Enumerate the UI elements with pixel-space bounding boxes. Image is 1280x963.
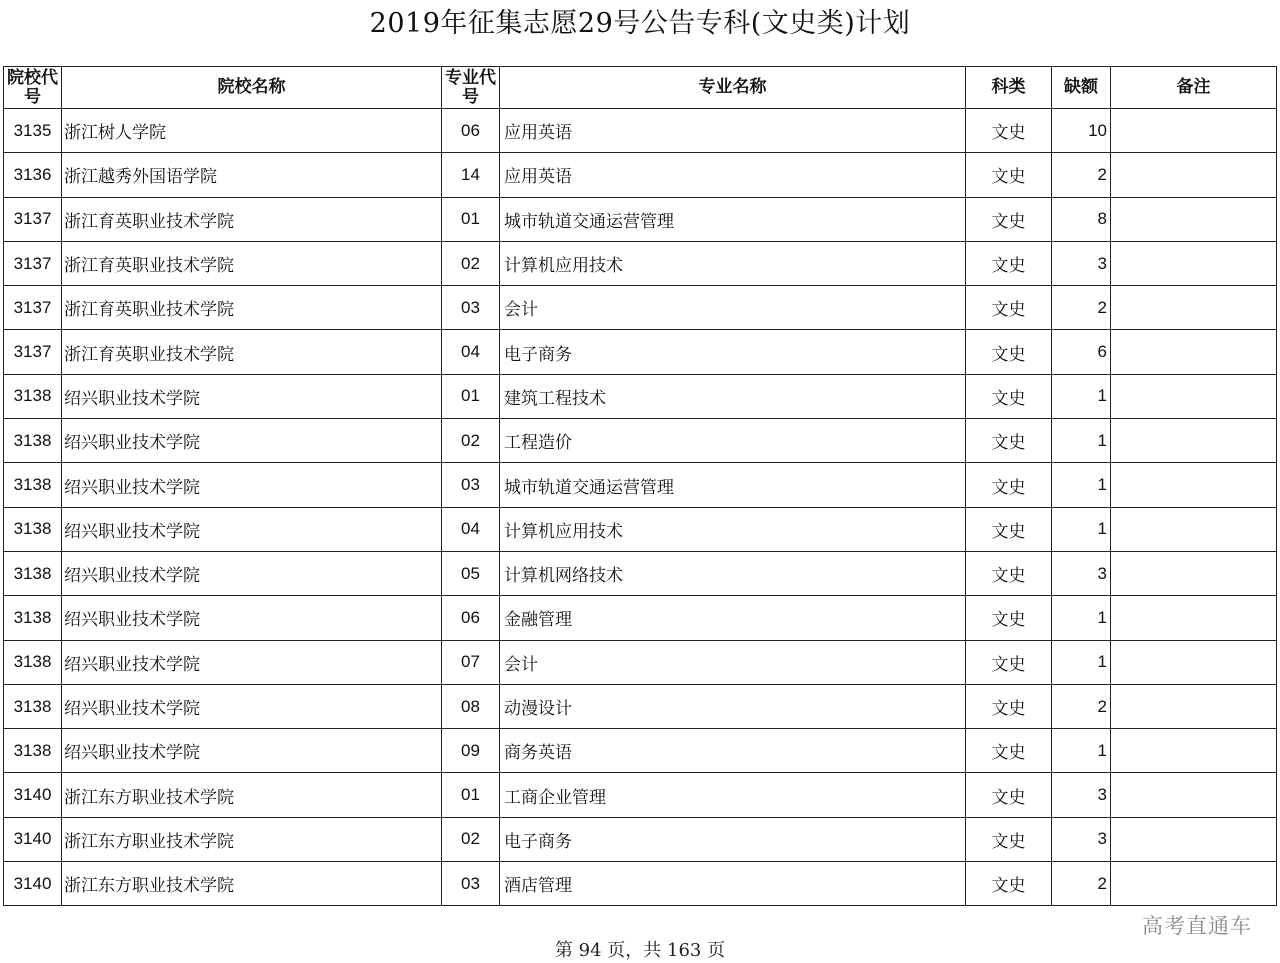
cell-major-name: 工程造价 — [500, 419, 966, 463]
cell-major-name: 会计 — [500, 286, 966, 330]
cell-school-code: 3138 — [4, 640, 62, 684]
cell-quota: 2 — [1052, 684, 1111, 728]
table-row — [4, 463, 1277, 507]
cell-note — [1111, 817, 1277, 861]
cell-quota: 8 — [1052, 197, 1111, 241]
cell-category: 文史 — [966, 773, 1052, 817]
cell-school-name: 浙江育英职业技术学院 — [62, 241, 442, 285]
cell-category: 文史 — [966, 109, 1052, 153]
table-row — [4, 817, 1277, 861]
cell-major-name: 工商企业管理 — [500, 773, 966, 817]
cell-major-code: 07 — [442, 640, 500, 684]
cell-note — [1111, 862, 1277, 906]
cell-school-code: 3140 — [4, 773, 62, 817]
table-row — [4, 862, 1277, 906]
cell-quota: 3 — [1052, 241, 1111, 285]
cell-category: 文史 — [966, 419, 1052, 463]
cell-school-code: 3137 — [4, 241, 62, 285]
cell-major-name: 应用英语 — [500, 153, 966, 197]
header-major-name: 专业名称 — [500, 67, 966, 109]
cell-category: 文史 — [966, 862, 1052, 906]
table-row — [4, 109, 1277, 153]
table-row — [4, 551, 1277, 595]
cell-school-code: 3138 — [4, 507, 62, 551]
cell-school-name: 浙江东方职业技术学院 — [62, 773, 442, 817]
cell-note — [1111, 153, 1277, 197]
table-body — [4, 109, 1277, 906]
cell-major-name: 酒店管理 — [500, 862, 966, 906]
cell-quota: 1 — [1052, 640, 1111, 684]
table-row — [4, 197, 1277, 241]
cell-quota: 1 — [1052, 507, 1111, 551]
cell-quota: 3 — [1052, 817, 1111, 861]
watermark-text: 高考直通车 — [1142, 914, 1252, 938]
cell-major-name: 金融管理 — [500, 596, 966, 640]
cell-major-code: 03 — [442, 463, 500, 507]
cell-major-name: 计算机应用技术 — [500, 507, 966, 551]
cell-school-code: 3136 — [4, 153, 62, 197]
cell-quota: 10 — [1052, 109, 1111, 153]
header-quota: 缺额 — [1052, 67, 1111, 109]
table-header-row — [4, 67, 1277, 109]
cell-school-name: 绍兴职业技术学院 — [62, 419, 442, 463]
cell-quota: 1 — [1052, 729, 1111, 773]
cell-school-name: 绍兴职业技术学院 — [62, 507, 442, 551]
cell-school-code: 3137 — [4, 197, 62, 241]
cell-major-code: 04 — [442, 507, 500, 551]
cell-category: 文史 — [966, 684, 1052, 728]
cell-note — [1111, 419, 1277, 463]
cell-school-name: 绍兴职业技术学院 — [62, 463, 442, 507]
table-row — [4, 684, 1277, 728]
cell-school-code: 3138 — [4, 374, 62, 418]
cell-school-code: 3137 — [4, 330, 62, 374]
cell-note — [1111, 463, 1277, 507]
cell-quota: 3 — [1052, 551, 1111, 595]
cell-quota: 2 — [1052, 862, 1111, 906]
cell-major-name: 城市轨道交通运营管理 — [500, 197, 966, 241]
cell-major-code: 02 — [442, 241, 500, 285]
cell-school-code: 3138 — [4, 596, 62, 640]
cell-quota: 1 — [1052, 463, 1111, 507]
cell-school-name: 浙江育英职业技术学院 — [62, 197, 442, 241]
cell-major-code: 08 — [442, 684, 500, 728]
cell-note — [1111, 109, 1277, 153]
document-title: 2019年征集志愿29号公告专科(文史类)计划 — [369, 8, 911, 39]
table-row — [4, 640, 1277, 684]
cell-school-code: 3138 — [4, 551, 62, 595]
cell-school-name: 浙江东方职业技术学院 — [62, 817, 442, 861]
cell-quota: 2 — [1052, 153, 1111, 197]
cell-category: 文史 — [966, 640, 1052, 684]
cell-school-name: 绍兴职业技术学院 — [62, 684, 442, 728]
cell-school-code: 3138 — [4, 684, 62, 728]
table-row — [4, 729, 1277, 773]
table-row — [4, 773, 1277, 817]
header-note: 备注 — [1111, 67, 1277, 109]
cell-category: 文史 — [966, 330, 1052, 374]
cell-major-name: 城市轨道交通运营管理 — [500, 463, 966, 507]
table-row — [4, 286, 1277, 330]
cell-major-code: 01 — [442, 773, 500, 817]
cell-category: 文史 — [966, 551, 1052, 595]
cell-major-name: 动漫设计 — [500, 684, 966, 728]
cell-note — [1111, 286, 1277, 330]
cell-school-name: 绍兴职业技术学院 — [62, 729, 442, 773]
header-school-name: 院校名称 — [62, 67, 442, 109]
cell-major-code: 14 — [442, 153, 500, 197]
cell-major-code: 02 — [442, 419, 500, 463]
table-row — [4, 419, 1277, 463]
cell-note — [1111, 197, 1277, 241]
cell-school-name: 浙江东方职业技术学院 — [62, 862, 442, 906]
cell-major-code: 09 — [442, 729, 500, 773]
cell-school-code: 3137 — [4, 286, 62, 330]
cell-note — [1111, 330, 1277, 374]
cell-school-name: 绍兴职业技术学院 — [62, 374, 442, 418]
cell-note — [1111, 507, 1277, 551]
cell-category: 文史 — [966, 374, 1052, 418]
table-row — [4, 507, 1277, 551]
cell-major-code: 02 — [442, 817, 500, 861]
table-row — [4, 241, 1277, 285]
cell-category: 文史 — [966, 596, 1052, 640]
cell-note — [1111, 773, 1277, 817]
cell-major-code: 06 — [442, 596, 500, 640]
table-row — [4, 330, 1277, 374]
cell-major-code: 03 — [442, 286, 500, 330]
page-footer: 第 94 页，共 163 页 — [554, 940, 726, 961]
table-row — [4, 596, 1277, 640]
cell-note — [1111, 551, 1277, 595]
cell-category: 文史 — [966, 507, 1052, 551]
cell-category: 文史 — [966, 286, 1052, 330]
cell-major-name: 电子商务 — [500, 817, 966, 861]
cell-school-name: 绍兴职业技术学院 — [62, 596, 442, 640]
cell-major-name: 计算机应用技术 — [500, 241, 966, 285]
cell-major-code: 01 — [442, 197, 500, 241]
cell-major-name: 会计 — [500, 640, 966, 684]
cell-major-name: 电子商务 — [500, 330, 966, 374]
cell-school-code: 3138 — [4, 463, 62, 507]
cell-major-name: 建筑工程技术 — [500, 374, 966, 418]
cell-category: 文史 — [966, 241, 1052, 285]
header-category: 科类 — [966, 67, 1052, 109]
cell-major-code: 04 — [442, 330, 500, 374]
cell-note — [1111, 684, 1277, 728]
cell-major-name: 计算机网络技术 — [500, 551, 966, 595]
cell-school-code: 3138 — [4, 419, 62, 463]
cell-major-code: 03 — [442, 862, 500, 906]
cell-quota: 1 — [1052, 374, 1111, 418]
cell-category: 文史 — [966, 153, 1052, 197]
cell-school-name: 浙江育英职业技术学院 — [62, 286, 442, 330]
cell-note — [1111, 374, 1277, 418]
cell-category: 文史 — [966, 197, 1052, 241]
cell-school-code: 3138 — [4, 729, 62, 773]
cell-quota: 2 — [1052, 286, 1111, 330]
cell-major-code: 06 — [442, 109, 500, 153]
cell-school-name: 浙江越秀外国语学院 — [62, 153, 442, 197]
cell-school-name: 浙江树人学院 — [62, 109, 442, 153]
cell-school-code: 3140 — [4, 817, 62, 861]
cell-category: 文史 — [966, 463, 1052, 507]
cell-note — [1111, 241, 1277, 285]
header-major-code: 专业代号 — [442, 67, 500, 109]
cell-major-name: 商务英语 — [500, 729, 966, 773]
cell-school-code: 3135 — [4, 109, 62, 153]
cell-quota: 1 — [1052, 596, 1111, 640]
cell-note — [1111, 729, 1277, 773]
cell-school-name: 绍兴职业技术学院 — [62, 551, 442, 595]
cell-note — [1111, 640, 1277, 684]
table-row — [4, 374, 1277, 418]
cell-school-code: 3140 — [4, 862, 62, 906]
cell-quota: 3 — [1052, 773, 1111, 817]
enrollment-plan-table — [3, 66, 1277, 906]
cell-major-code: 05 — [442, 551, 500, 595]
cell-category: 文史 — [966, 817, 1052, 861]
cell-major-name: 应用英语 — [500, 109, 966, 153]
table-row — [4, 153, 1277, 197]
cell-school-name: 浙江育英职业技术学院 — [62, 330, 442, 374]
cell-note — [1111, 596, 1277, 640]
cell-quota: 1 — [1052, 419, 1111, 463]
cell-school-name: 绍兴职业技术学院 — [62, 640, 442, 684]
header-school-code: 院校代号 — [4, 67, 62, 109]
cell-major-code: 01 — [442, 374, 500, 418]
cell-category: 文史 — [966, 729, 1052, 773]
cell-quota: 6 — [1052, 330, 1111, 374]
